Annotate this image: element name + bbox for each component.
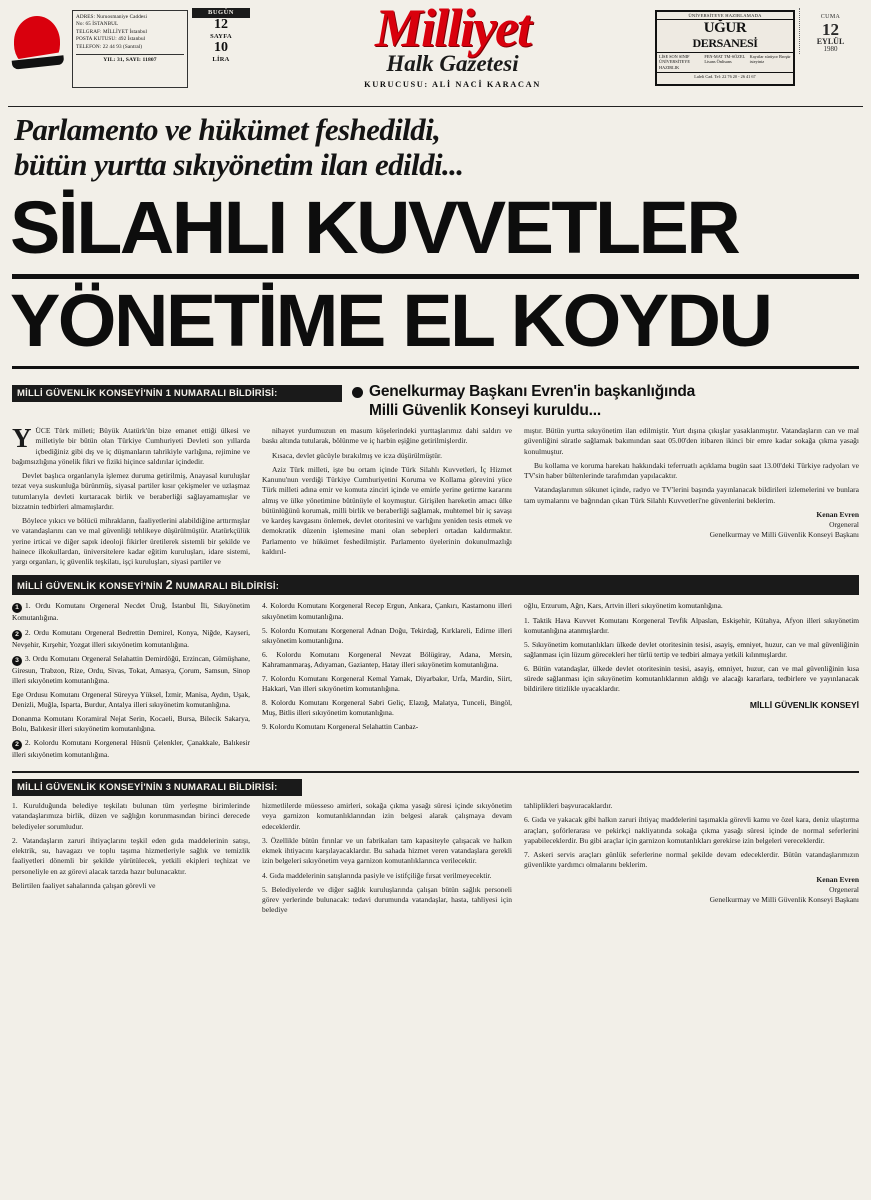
list-item: oğlu, Erzurum, Ağrı, Kars, Artvin illeri sıkıyönetim komutanlığına. xyxy=(524,601,723,611)
headline-line-1: SİLAHLI KUVVETLER xyxy=(10,186,739,270)
signature-title: Genelkurmay ve Milli Güvenlik Konseyi Başkanı xyxy=(709,894,859,904)
section-bar-bildiri-1: MİLLİ GÜVENLİK KONSEYİ'NİN 1 NUMARALI BİLDİRİSİ: xyxy=(12,385,342,402)
list-item-text: 2. Ordu Komutanı Orgeneral Bedrettin Demirel, Konya, Niğde, Kayseri, Nevşehir, Kırşehir, Yozgat illeri sıkıyönetim komutanlığına. xyxy=(12,627,250,649)
paragraph: Devlet başlıca organlarıyla işlemez duruma getirilmiş, Anayasal kuruluşlar tezat veya suskunluğa bürünmüş, siyasal partiler kısır çekişmeler ve uzlaşmaz tutumlarıyla devleti kurtaracak birlik ve beraberliği sağlayamamışlar ve bizzatnin tedbirleri almamışlardır. xyxy=(12,471,250,511)
kicker xyxy=(8,113,863,182)
pages-count: 12 xyxy=(214,17,228,33)
signature-block-3 xyxy=(524,875,859,905)
headline-line-2: YÖNETİME EL KOYDU xyxy=(10,278,771,362)
list-item xyxy=(12,601,250,623)
lead-bullet xyxy=(352,383,859,420)
paragraph: Böylece yıkıcı ve bölücü mihrakların, faaliyetlerini alabildiğine arttırmışlar ve vatandaşlarını can ve mal güvenliği tehlikeye düşürülmüştür. Atatürkçülük yerine irticai ve diğer sapık ideoloji fikirler üretilerek sistemli bir şekilde ve hainece ilkokullardan, üniversitelere kadar eğitim kuruluşları, idare sistemi, yargı organları, iç güvenlik teşkilatı, işçi kuruluşları, siyasi partiler ve xyxy=(12,516,250,567)
section-bar-2-post: NUMARALI BİLDİRİSİ: xyxy=(172,581,280,593)
issue-number: YIL: 31, SAYI: 11807 xyxy=(76,54,184,65)
signature-rank: Orgeneral xyxy=(829,520,859,530)
council-signature: MİLLİ GÜVENLİK KONSEYİ xyxy=(749,699,859,710)
bildiri-2-columns xyxy=(8,601,863,764)
section-divider xyxy=(12,771,859,773)
list-item: 4. Kolordu Komutanı Korgeneral Recep Ergun, Ankara, Çankırı, Kastamonu illeri sıkıyönetim komutanlığına. xyxy=(262,601,512,621)
paragraph: 3. Özellikle bütün fırınlar ve un fabrikaları tam kapasiteyle çalışacak ve halkın ekmek ihtiyacını karşılayacaklardır. Bu sahada hizmet veren vatandaşlara gerekli izin belgeleri sıkıyönetim veya garnizon komutanlıklarınca verilecektir. xyxy=(262,835,512,866)
section-bar-bildiri-2 xyxy=(12,575,859,595)
paragraph: ÜCE Türk milleti; Büyük Atatürk'ün bize emanet ettiği ülkesi ve milletiyle bir bütün olan Türkiye Cumhuriyeti Devleti son yıllarda içbediğiniz gibi dış ve iç düşmanların tahrikiyle varlığına, rejimine ve bağımsızlığına yönelik fikri ve fiziki hiçince saldırılar içindedir. xyxy=(12,426,250,466)
ad-column: LİSE SON SINIF ÜNİVERSİTEYE HAZIRLIK xyxy=(659,53,691,71)
signature-name: Kenan Evren xyxy=(816,509,859,519)
column-3 xyxy=(524,601,859,764)
today-label: BUGÜN xyxy=(192,8,250,18)
paragraph: 6. Gıda ve yakacak gibi halkın zaruri ihtiyaç maddelerini taşımakla görevli kamu ve özel kara, deniz ulaştırma araçları, şoförlerarası ve pekirkçi nakliyatında sokağa çıkma yasağı süresi içinde de normal seferlerini yapabileceklerdir. Bu gibi araçlar için garnizon komutanlıkları gerekirse izin belgeleri vereceklerdir. xyxy=(524,815,859,845)
founder-line: KURUCUSU: ALİ NACİ KARACAN xyxy=(364,79,541,89)
list-item: 8. Kolordu Komutanı Korgeneral Sabri Geliç, Elazığ, Malatya, Tunceli, Bingöl, Muş, Bitlis illeri sıkıyönetim komutanlığına. xyxy=(262,697,512,718)
title-block xyxy=(250,0,655,89)
list-item: 5. Kolordu Komutanı Korgeneral Adnan Doğu, Tekirdağ, Kırklareli, Edirne illeri sıkıyönetim komutanlığına. xyxy=(262,625,512,645)
bullet-dot-icon xyxy=(352,387,363,398)
item-number-badge: 1 xyxy=(12,603,22,613)
today-box xyxy=(192,8,250,64)
date-month: EYLÜL xyxy=(816,36,845,46)
price-value: 10 xyxy=(214,39,228,55)
newspaper-subtitle: Halk Gazetesi xyxy=(386,50,519,76)
kicker-line-2: bütün yurtta sıkıyönetim ilan edildi... xyxy=(14,146,464,182)
bildiri-3-columns xyxy=(8,801,863,920)
lead-row xyxy=(8,383,863,420)
ad-column: FEN-MAT TM-SÖZEL Lisans Önlisans xyxy=(704,53,745,65)
price-label: LİRA xyxy=(212,55,230,63)
list-item xyxy=(12,654,250,686)
advertisement-box[interactable] xyxy=(655,10,795,86)
date-day: 12 xyxy=(822,19,839,39)
pages-label: SAYFA xyxy=(210,32,232,40)
paragraph: hizmetlilerde müesseso amirleri, sokağa çıkma yasağı süresi içinde sıkıyönetim veya garnizon komutanlıklarından izin belgesi alarak çalışmaya devam edeceklerdir. xyxy=(262,801,512,831)
list-item: 6. Bütün vatandaşlar, ülkede devlet otoritesinin tesisi, asayiş, emniyet, huzur, can ve mal güvenliğinin kısa sürede sağlanması için sıkıyönetim komutanlıklarının aldığı ve alacağı kararlara, tedbirlere ve yayınlanacak bildirilere titizlikle uyacaklardır. xyxy=(524,663,859,693)
list-item xyxy=(12,738,250,760)
column-1 xyxy=(12,601,250,764)
paragraph: 5. Belediyelerde ve diğer sağlık kuruluşlarında çalışan bütün sağlık personeli görev yerlerinde bulunacak: tedavi durumunda vatandaşlar, hasta, tahliyesi için belediye xyxy=(262,884,512,915)
address-line: TELEFON: 22 44 93 (Santral) xyxy=(76,43,143,50)
signature-title: Genelkurmay ve Milli Güvenlik Konseyi Başkanı xyxy=(709,530,859,540)
headline-rule-2 xyxy=(12,366,859,369)
column-3 xyxy=(524,801,859,920)
address-box xyxy=(72,10,188,88)
date-year: 1980 xyxy=(823,45,838,54)
section-bar-bildiri-3: MİLLİ GÜVENLİK KONSEYİ'NİN 3 NUMARALI BİLDİRİSİ: xyxy=(12,779,302,796)
paragraph: Bu kollama ve koruma harekatı hakkındaki teferruatlı açıklama bugün saat 13.00'deki Türkiye radyoları ve TV'sin haber bültenlerinde tarafımdan yapılacaktır. xyxy=(524,460,859,481)
address-line: POSTA KUTUSU: 492 İstanbul xyxy=(76,36,146,43)
signature-rank: Orgeneral xyxy=(829,884,859,894)
lead-bullet-line-1: Genelkurmay Başkanı Evren'in başkanlığında xyxy=(369,383,696,401)
column-1 xyxy=(12,801,250,920)
lead-bullet-line-2: Milli Güvenlik Konseyi kuruldu... xyxy=(369,401,601,419)
list-item: Ege Ordusu Komutanı Orgeneral Süreyya Yüksel, İzmir, Manisa, Aydın, Uşak, Denizli, Muğla, Isparta, Burdur, Antalya illeri sıkıyönetim komutanlığına. xyxy=(12,689,250,709)
date-stamp xyxy=(799,8,861,54)
list-item-text: 3. Ordu Komutanı Orgeneral Selahattin Demirdöğü, Erzincan, Gümüşhane, Giresun, Trabzon, Rize, Ordu, Sivas, Tokat, Amasya, Çorum, Samsun, Sinop illeri sıkıyönetim komutanlığına. xyxy=(12,653,250,685)
paragraph: mıştır. Bütün yurtta sıkıyönetim ilan edilmiştir. Yurt dışına çıkışlar yasaklanmıştır. Vatandaşların can ve mal güvenliğini süratle sağlamak bakımından saat 05.00'den itibaren ikinci bir emre kadar sokağa çıkma yasağı konulmuştur. xyxy=(524,426,859,456)
paragraph: 7. Askeri servis araçları günlük seferlerine normal şekilde devam edeceklerdir. Bütün vatandaşlarımızın güvenlikte yardımcı olmalarını beklerim. xyxy=(524,850,859,870)
column-3 xyxy=(524,426,859,571)
list-item xyxy=(12,628,250,650)
address-line: TELGRAF: MİLLİYET İstanbul xyxy=(76,28,148,35)
masthead-divider xyxy=(8,106,863,107)
ad-contact: Laleli Cad. Tel: 22 76 20 - 26 41 67 xyxy=(657,72,793,80)
item-number-badge: 2 xyxy=(12,630,22,640)
ad-column: Kayıtlar sürüyor Broşür isteyiniz xyxy=(749,53,791,65)
address-line: ADRES: Nuruosmaniye Caddesi xyxy=(76,14,147,20)
signature-block-1 xyxy=(524,510,859,540)
paragraph: 4. Gıda maddelerinin satışlarında pasiyle ve istifçiliğe fırsat verilmeyecektir. xyxy=(262,870,492,880)
newspaper-title: Milliyet xyxy=(375,0,530,58)
kicker-line-1: Parlamento ve hükümet feshedildi, xyxy=(14,112,441,147)
column-2 xyxy=(262,801,512,920)
bildiri-1-columns xyxy=(8,423,863,571)
column-1 xyxy=(12,423,250,571)
flame-logo-icon xyxy=(10,10,68,78)
address-line: No: 65 İSTANBUL xyxy=(76,21,119,28)
item-number-badge: 2 xyxy=(12,740,22,750)
list-item-text: 1. Ordu Komutanı Orgeneral Necdet Üruğ, İstanbul İli, Sıkıyönetim Komutanlığına. xyxy=(12,601,250,623)
masthead xyxy=(8,0,863,104)
ad-tagline: ÜNİVERSİTEYE HAZIRLAMADA xyxy=(657,12,793,20)
paragraph: 1. Kurulduğunda belediye teşkilatı bulunan tüm yerleşme birimlerinde vatandaşlarımıza birlik, düzen ve sağlığın korunmasından birinci derecede belediyeler sorumludur. xyxy=(12,801,250,831)
list-item: 5. Sıkıyönetim komutanlıkları ülkede devlet otoritesinin tesisi, asayiş, emniyet, huzur, can ve mal güvenliğinin sağlanması için lüzum görecekleri her türlü tertip ve tedbiri almaya yetkili kılınmışlardır. xyxy=(524,639,859,659)
paragraph: 2. Vatandaşların zaruri ihtiyaçlarını teşkil eden gıda maddelerinin satışı, elektrik, su, havagazı ve toplu taşıma hizmetleriyle sağlık ve temizlik faaliyetleri dönemli bir şekilde yürütülecek, yetkili ekipleri teçhizat ve personeliyle en az görevi alacak tarzda hazır bulunacaktır. xyxy=(12,835,250,876)
column-2 xyxy=(262,601,512,764)
list-item: 7. Kolordu Komutanı Korgeneral Kemal Yamak, Diyarbakır, Urfa, Mardin, Siirt, Hakkari, Van illeri sıkıyönetim komutanlığına. xyxy=(262,673,512,693)
paragraph: nihayet yurdumuzun en masum köşelerindeki yurttaşlarımız dahi saldırı ve baskı altında tutularak, bölünme ve iç harbin eşiğine getirilmişlerdir. xyxy=(262,426,512,446)
date-weekday: CUMA xyxy=(820,14,841,20)
drop-cap: Y xyxy=(12,423,32,454)
list-item: 9. Kolordu Komutanı Korgeneral Selahattin Canbaz- xyxy=(262,722,419,732)
paragraph: Belirtilen faaliyet sahalarında çalışan görevli ve xyxy=(12,880,156,890)
headline-block xyxy=(8,186,863,369)
section-bar-2-pre: MİLLİ GÜVENLİK KONSEYİ'NİN xyxy=(17,581,166,593)
list-item: 1. Taktik Hava Kuvvet Komutanı Korgeneral Tevfik Alpaslan, Eskişehir, Kütahya, Afyon illeri sıkıyönetim komutanlığına atanmışlardır. xyxy=(524,615,859,635)
paragraph: Vatandaşlarımın sükunet içinde, radyo ve TV'lerini başında yayınlanacak bildirileri izlemelerini ve bunlara tam uymalarını ve bağrından çıkan Türk Silahlı Kuvvetleri'ne güvenlerini beklerim. xyxy=(524,485,859,505)
ad-brand-name-2: DERSANESİ xyxy=(692,36,758,51)
section-bar-2-num: 2 xyxy=(165,578,173,593)
list-item: Donanma Komutanı Koramiral Nejat Serin, Kocaeli, Bursa, Bilecik Sakarya, Bolu, Balıkesir illeri sıkıyönetim komutanlığına. xyxy=(12,713,250,733)
page-fade xyxy=(0,1174,871,1200)
list-item-text: 2. Kolordu Komutanı Korgeneral Hüsnü Çelenkler, Çanakkale, Balıkesir illeri sıkıyönetim komutanlığına. xyxy=(12,737,250,759)
ad-brand-name: UĞUR xyxy=(703,20,747,36)
signature-name: Kenan Evren xyxy=(816,874,859,884)
paragraph: Aziz Türk milleti, işte bu ortam içinde Türk Silahlı Kuvvetleri, İç Hizmet Kanunu'nun verdiği Türkiye Cumhuriyetini Koruma ve Kollama görevini yüce Türk milleti adına emir ve komuta zinciri içinde ve emirle yerine getirme kararını almış ve ülke yönetimine bütünüyle el koymuştur. Girişilen hareketin amacı ülke bütünlüğünü korumak, milli birlik ve beraberliği sağlamak, muhtemel bir iç savaşı ve kardeş kavgasını önlemek, devlet otoritesini ve varlığını yeniden tesis etmek ve demokratik düzenin işlemesine mani olan sebepleri ortadan kaldırmaktır. Parlamento ve hükümet feshedilmiştir. Parlamento üyelerinin dokunulmazlığı kaldırıl- xyxy=(262,464,512,556)
list-item: 6. Kolordu Komutanı Korgeneral Nevzat Bölügiray, Adana, Mersin, Kahramanmaraş, Adıyaman, Gaziantep, Hatay illeri sıkıyönetim komutanlığına. xyxy=(262,649,512,669)
paragraph: Kısaca, devlet gücüyle bırakılmış ve icza düşürülmüştür. xyxy=(272,450,442,460)
paragraph: tahliplikleri başvuracaklardır. xyxy=(524,801,613,811)
column-2 xyxy=(262,426,512,571)
item-number-badge: 3 xyxy=(12,656,22,666)
